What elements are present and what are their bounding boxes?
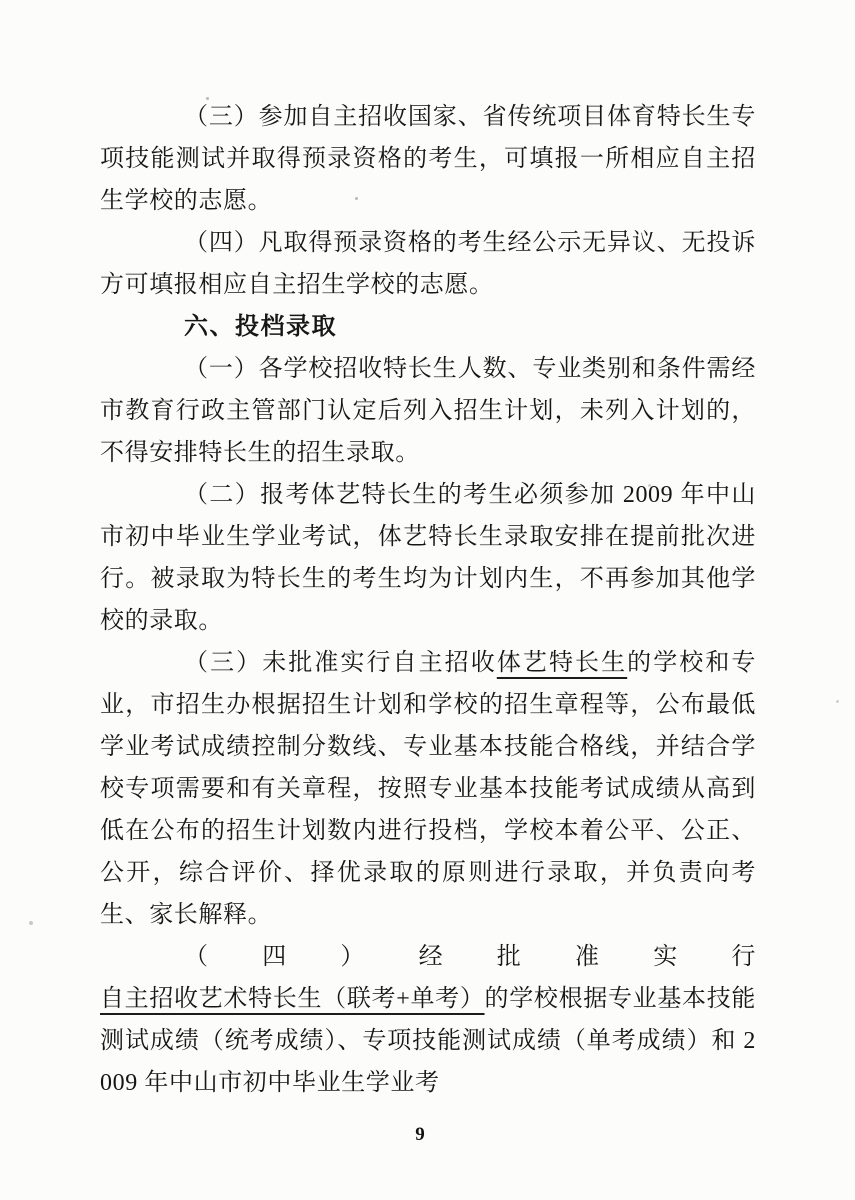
scan-speck [29, 921, 33, 925]
clause-6-2 [100, 474, 756, 642]
text-run: （三）参加自主招收国家、省传统项目体育特长生专项技能测试并取得预录资格的考生，可填报一所相应自主招生学校的志愿。 [100, 104, 756, 214]
clause-6-3 [100, 642, 756, 936]
document-body [100, 96, 756, 1104]
scan-speck [648, 484, 651, 487]
page-number: 9 [415, 1124, 425, 1145]
text-run: （四）经批准实行 [184, 944, 756, 970]
text-run: 六、投档录取 [184, 314, 337, 340]
clause-6-1 [100, 348, 756, 474]
clause-6-4 [100, 936, 756, 1104]
clause-5-3 [100, 96, 756, 222]
underlined-phrase: 体艺特长生 [496, 650, 628, 676]
text-run: （三）未批准实行自主招收 [184, 650, 497, 676]
text-run: （一）各学校招收特长生人数、专业类别和条件需经市教育行政主管部门认定后列入招生计划，未列入计划的，不得安排特长生的招生录取。 [100, 356, 756, 466]
text-run: 的学校和专业，市招生办根据招生计划和学校的招生章程等，公布最低学业考试成绩控制分数线、专业基本技能合格线，并结合学校专项需要和有关章程，按照专业基本技能考试成绩从高到低在公布的招生计划数内进行投档，学校本着公平、公正、公开，综合评价、择优录取的原则进行录取，并负责向考生、家长解释。 [100, 650, 757, 928]
clause-5-4 [100, 222, 756, 306]
scan-speck [836, 700, 839, 703]
text-run: 的学校根据专业基本技能测试成绩（统考成绩）、专项技能测试成绩（单考成绩）和 2009 年中山市初中毕业生学业考 [100, 986, 756, 1096]
text-run: （四）凡取得预录资格的考生经公示无异议、无投诉方可填报相应自主招生学校的志愿。 [100, 230, 756, 298]
section-6-heading [100, 306, 756, 348]
text-run: （二）报考体艺特长生的考生必须参加 2009 年中山市初中毕业生学业考试，体艺特长生录取安排在提前批次进行。被录取为特长生的考生均为计划内生，不再参加其他学校的录取。 [100, 482, 756, 634]
scan-speck [355, 197, 358, 200]
underlined-phrase: 自主招收艺术特长生（联考+单考） [100, 986, 485, 1012]
scan-speck [206, 97, 209, 100]
